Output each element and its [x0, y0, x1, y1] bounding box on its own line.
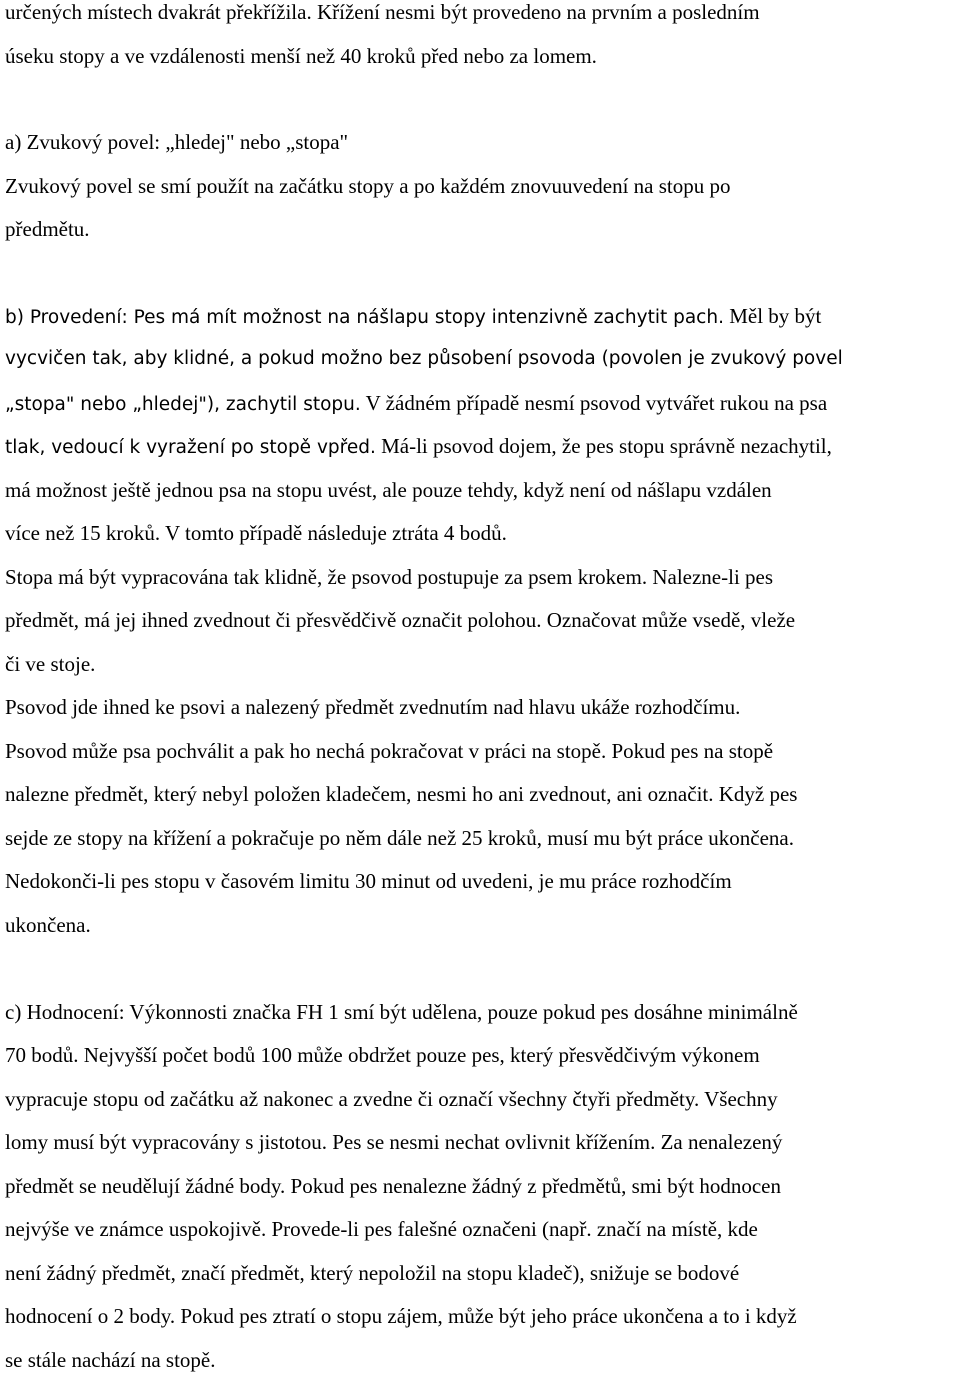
text-line-7: vycvičen tak, aby klidné, a pokud možno bez působení psovoda (povolen je zvukový povel	[5, 348, 843, 369]
text-line-13: předmět, má jej ihned zvednout či přesvědčivě označit polohou. Označovat může vsedě, vleže	[5, 608, 796, 632]
text-line-15: Psovod jde ihned ke psovi a nalezený předmět zvednutím nad hlavu ukáže rozhodčímu.	[5, 695, 741, 719]
text-line-12: Stopa má být vypracována tak klidně, že psovod postupuje za psem krokem. Nalezne-li pes	[5, 565, 774, 589]
text-line-20: ukončena.	[5, 913, 91, 937]
heading-provedeni	[5, 303, 821, 329]
text-line-14: či ve stoje.	[5, 652, 96, 676]
text-line-10: má možnost ještě jednou psa na stopu uvést, ale pouze tehdy, když není od nášlapu vzdálen	[5, 478, 772, 502]
text-line-27: není žádný předmět, značí předmět, který nepoložil na stopu kladeč), snižuje se bodové	[5, 1261, 740, 1285]
text-segment: Má-li psovod dojem, že pes stopu správně nezachytil,	[375, 434, 832, 458]
text-line-4: Zvukový povel se smí použít na začátku stopy a po každém znovuuvedení na stopu po	[5, 174, 731, 198]
text-line-17: nalezne předmět, který nebyl položen kladečem, nesmi ho ani zvednout, ani označit. Když pes	[5, 782, 798, 806]
text-line-23: vypracuje stopu od začátku až nakonec a zvedne či označí všechny čtyři předměty. Všechny	[5, 1087, 778, 1111]
heading-hodnoceni: c) Hodnocení: Výkonnosti značka FH 1 smí být udělena, pouze pokud pes dosáhne minimálně	[5, 1000, 798, 1024]
text-line-11: více než 15 kroků. V tomto případě následuje ztráta 4 bodů.	[5, 521, 507, 545]
text-line-22: 70 bodů. Nejvyšší počet bodů 100 může obdržet pouze pes, který přesvědčivým výkonem	[5, 1043, 760, 1067]
text-line-26: nejvýše ve známce uspokojivě. Provede-li pes falešné označeni (např. značí na místě, kde	[5, 1217, 758, 1241]
text-line-16: Psovod může psa pochválit a pak ho nechá pokračovat v práci na stopě. Pokud pes na stopě	[5, 739, 774, 763]
text-segment: tlak, vedoucí k vyražení po stopě vpřed.	[5, 437, 376, 458]
text-line-24: lomy musí být vypracovány s jistotou. Pes se nesmi nechat ovlivnit křížením. Za nenalezený	[5, 1130, 783, 1154]
text-segment: Měl by být	[723, 304, 822, 328]
text-line-29: se stále nachází na stopě.	[5, 1348, 216, 1372]
text-line-1: určených místech dvakrát překřížila. Křížení nesmi být provedeno na prvním a posledním	[5, 0, 760, 24]
text-line-9	[5, 433, 832, 459]
text-line-18: sejde ze stopy na křížení a pokračuje po něm dále než 25 kroků, musí mu být práce ukončena.	[5, 826, 794, 850]
text-segment: b) Provedení: Pes má mít možnost na nášlapu stopy intenzivně zachytit pach.	[5, 307, 724, 328]
text-line-5: předmětu.	[5, 217, 90, 241]
text-line-19: Nedokonči-li pes stopu v časovém limitu 30 minut od uvedeni, je mu práce rozhodčím	[5, 869, 732, 893]
text-line-28: hodnocení o 2 body. Pokud pes ztratí o stopu zájem, může být jeho práce ukončena a to i když	[5, 1304, 797, 1328]
text-line-25: předmět se neudělují žádné body. Pokud pes nenalezne žádný z předmětů, smi být hodnocen	[5, 1174, 781, 1198]
heading-zvukovy-povel: a) Zvukový povel: „hledej" nebo „stopa"	[5, 130, 349, 154]
text-line-2: úseku stopy a ve vzdálenosti menší než 40 kroků před nebo za lomem.	[5, 44, 597, 68]
text-segment: V žádném případě nesmí psovod vytvářet rukou na psa	[360, 391, 828, 415]
text-line-8	[5, 390, 827, 416]
text-segment: „stopa" nebo „hledej"), zachytil stopu.	[5, 394, 361, 415]
